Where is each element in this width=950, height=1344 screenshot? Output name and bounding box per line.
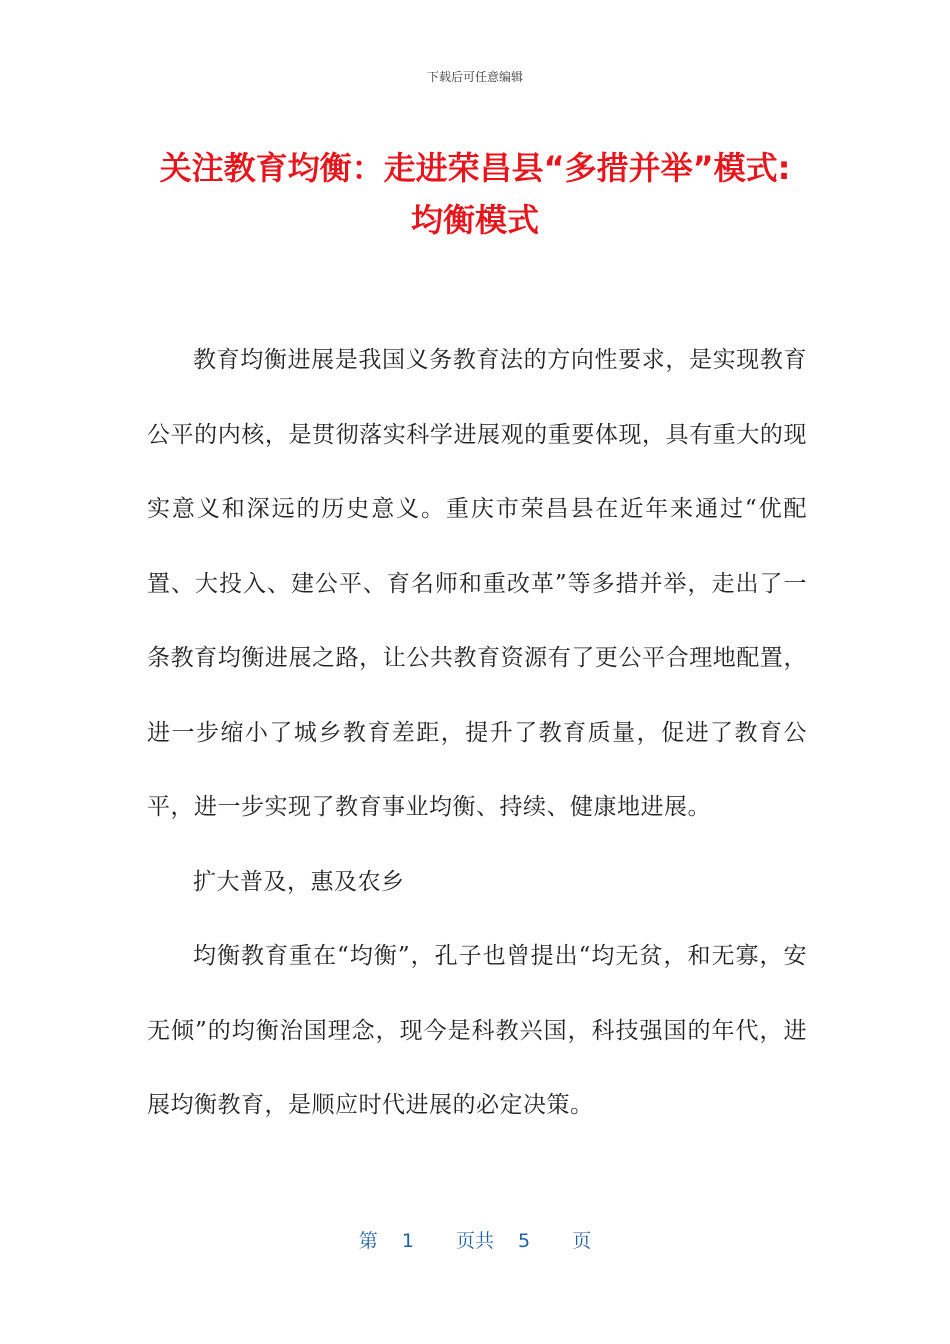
paragraph-subheading: 扩大普及，惠及农乡 (193, 868, 405, 895)
footer-suffix: 页 (572, 1230, 592, 1252)
page-footer (0, 1226, 950, 1253)
footer-total-pages: 5 (518, 1230, 531, 1252)
document-title: 关注教育均衡：走进荣昌县“多措并举”模式:均衡模式 (159, 149, 791, 239)
footer-middle: 页共 (455, 1230, 494, 1252)
footer-prefix: 第 (358, 1230, 378, 1252)
paragraph-balance: 均衡教育重在“均衡”，孔子也曾提出“均无贫，和无寡，安无倾”的均衡治国理念，现今是科教兴国，科技强国的年代，进展均衡教育，是顺应时代进展的必定决策。 (147, 943, 807, 1118)
paragraph-intro: 教育均衡进展是我国义务教育法的方向性要求，是实现教育公平的内核，是贯彻落实科学进展观的重要体现，具有重大的现实意义和深远的历史意义。重庆市荣昌县在近年来通过“优配置、大投入、建公平、育名师和重改革”等多措并举，走出了一条教育均衡进展之路，让公共教育资源有了更公平合理地配置，进一步缩小了城乡教育差距，提升了教育质量，促进了教育公平，进一步实现了教育事业均衡、持续、健康地进展。 (147, 347, 807, 820)
footer-current-page: 1 (401, 1230, 414, 1252)
header-note: 下载后可任意编辑 (426, 70, 523, 84)
document-body (147, 323, 807, 1143)
